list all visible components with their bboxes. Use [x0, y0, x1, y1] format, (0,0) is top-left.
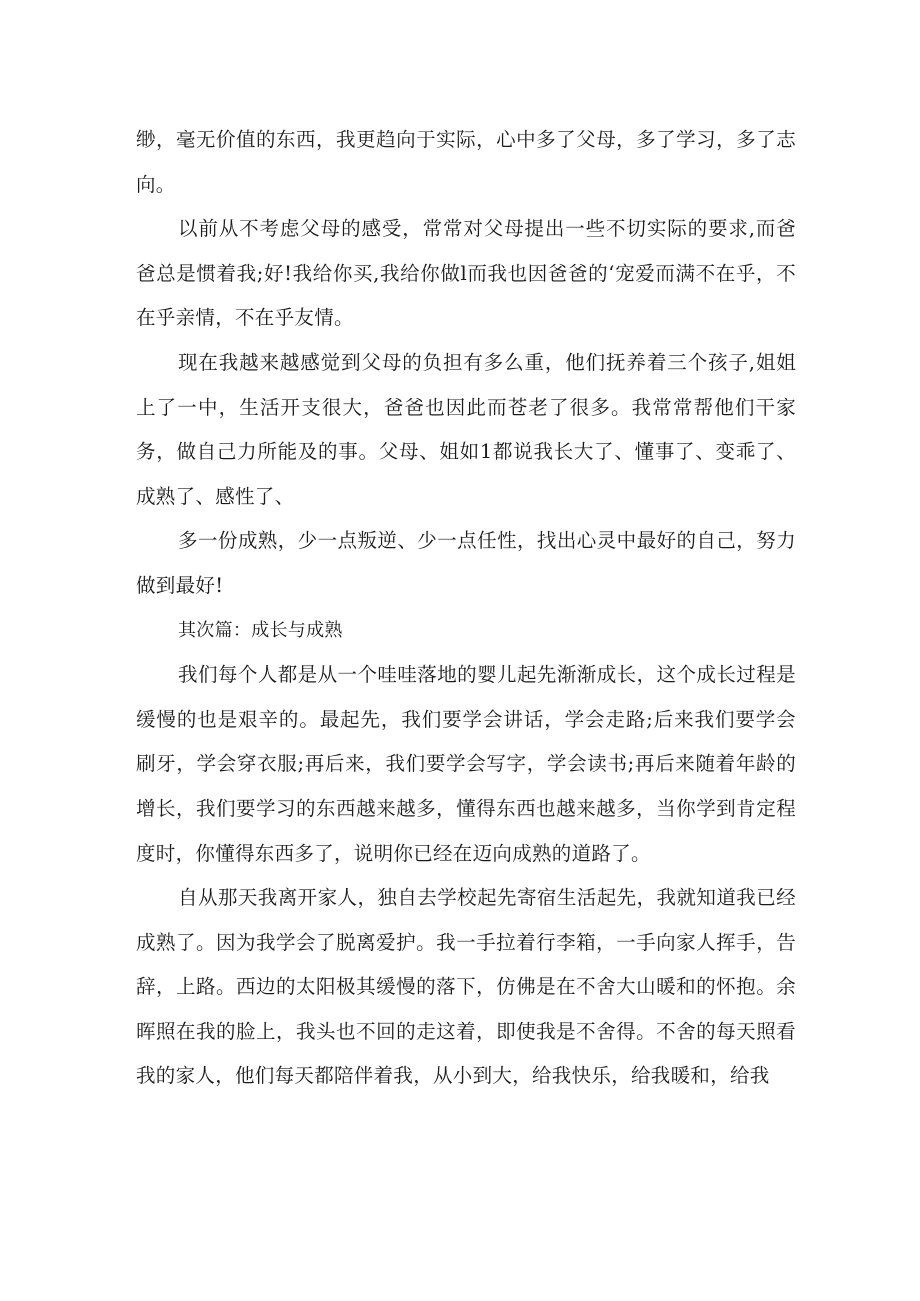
document-body: [136, 118, 796, 1099]
paragraph-4: 多一份成熟，少一点叛逆、少一点任性，找出心灵中最好的自己，努力做到最好!: [136, 529, 796, 597]
section-heading: 其次篇：成长与成熟: [178, 619, 343, 641]
paragraph-1: 缈，毫无价值的东西，我更趋向于实际，心中多了父母，多了学习，多了志向。: [136, 128, 796, 196]
paragraph-3: 现在我越来越感觉到父母的负担有多么重，他们抚养着三个孩子,姐姐上了一中，生活开支很大，爸爸也因此而苍老了很多。我常常帮他们干家务，做自己力所能及的事。父母、姐如1都说我长大了、懂事了、变乖了、成熟了、感性了、: [136, 350, 796, 508]
paragraph-5: 我们每个人都是从一个哇哇落地的婴儿起先渐渐成长，这个成长过程是缓慢的也是艰辛的。最起先，我们要学会讲话，学会走路;后来我们要学会刷牙，学会穿衣服;再后来，我们要学会写字，学会读书;再后来随着年龄的增长，我们要学习的东西越来越多，懂得东西也越来越多，当你学到肯定程度时，你懂得东西多了，说明你已经在迈向成熟的道路了。: [136, 663, 796, 865]
paragraph-6: 自从那天我离开家人，独自去学校起先寄宿生活起先，我就知道我已经成熟了。因为我学会了脱离爱护。我一手拉着行李箱，一手向家人挥手，告辞，上路。西边的太阳极其缓慢的落下，仿佛是在不舍大山暖和的怀抱。余晖照在我的脸上，我头也不回的走这着，即使我是不舍得。不舍的每天照看我的家人，他们每天都陪伴着我，从小到大，给我快乐，给我暖和，给我: [136, 886, 796, 1088]
paragraph-2: 以前从不考虑父母的感受，常常对父母提出一些不切实际的要求,而爸爸总是惯着我;好!我给你买,我给你做l而我也因爸爸的‘宠爱而满不在乎，不在乎亲情，不在乎友情。: [136, 217, 796, 330]
